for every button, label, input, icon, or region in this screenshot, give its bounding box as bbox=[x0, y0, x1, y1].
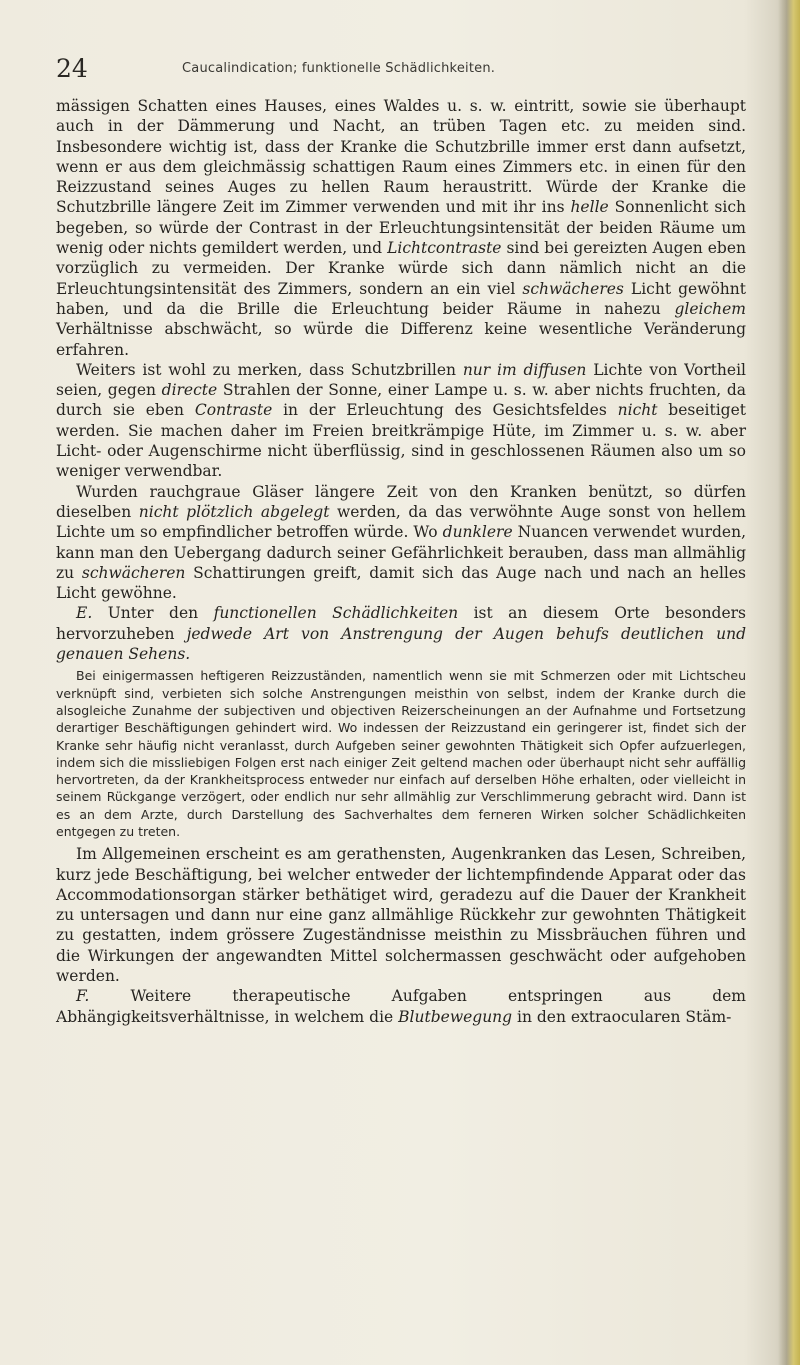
paragraph bbox=[56, 482, 746, 604]
emphasis-text: nicht plötzlich abgelegt bbox=[138, 502, 330, 521]
text-run: mässigen Schatten eines Hauses, eines Waldes u. s. w. eintritt, sowie sie überhaupt auch in der Dämmerung und Nacht, an trüben Tagen etc. zu meiden sind. Insbesondere wichtig ist, dass der Kranke die Schutzbrille immer erst dann aufsetzt, wenn er aus dem gleichmässig schattigen Raum eines Zimmers etc. in einen für den Reizzustand seines Auges zu hellen Raum heraustritt. Würde der Kranke die Schutzbrille längere Zeit im Zimmer verwenden und mit ihr ins bbox=[56, 97, 746, 217]
emphasis-text: jedwede Art von Anstrengung der Augen behufs deutlichen und genauen Sehens. bbox=[56, 624, 746, 664]
emphasis-text: E. bbox=[76, 604, 93, 623]
paragraph bbox=[56, 844, 746, 986]
emphasis-text: nicht bbox=[617, 401, 658, 420]
body-text bbox=[56, 96, 746, 1027]
text-run: in der Erleuchtung des Gesichtsfeldes bbox=[272, 401, 618, 420]
page-number: 24 bbox=[56, 54, 88, 83]
text-run: Weiters ist wohl zu merken, dass Schutzbrillen bbox=[76, 360, 463, 379]
page-edge-shadow bbox=[778, 0, 800, 1365]
paragraph-section-e bbox=[56, 603, 746, 664]
text-run: Im Allgemeinen erscheint es am gerathensten, Augenkranken das Lesen, Schreiben, kurz jede Beschäftigung, bei welcher entweder der lichtempfindende Apparat oder das Accommodationsorgan stärker bethätiget wird, geradezu auf die Dauer der Krankheit zu untersagen und dann nur eine ganz allmählige Rückkehr zur gewohnten Thätigkeit zu gestatten, indem grössere Zugeständnisse meisthin zu Missbräuchen führen und die Wirkungen der angewandten Mittel solchermassen geschwächt oder aufgehoben werden. bbox=[56, 845, 746, 986]
paragraph bbox=[56, 360, 746, 482]
emphasis-text: functionellen Schädlichkeiten bbox=[213, 604, 459, 623]
emphasis-text: Lichtcontraste bbox=[387, 239, 502, 258]
text-run: Lichte von Vortheil seien, gegen bbox=[56, 360, 746, 400]
text-run: beseitiget werden. Sie machen daher im Freien breitkrämpige Hüte, im Zimmer u. s. w. aber Licht- oder Augenschirme nicht überflüssig, sind in geschlossenen Räumen also um so weniger verwendbar. bbox=[56, 401, 746, 481]
text-run: Schattirungen greift, damit sich das Auge nach und nach an helles Licht gewöhne. bbox=[56, 563, 746, 603]
text-run: ist an diesem Orte besonders hervorzuheben bbox=[56, 604, 747, 643]
emphasis-text: nur im diffusen bbox=[462, 360, 587, 379]
emphasis-text: F. bbox=[76, 987, 90, 1006]
text-run: Wurden rauchgraue Gläser längere Zeit von den Kranken benützt, so dürfen dieselben bbox=[56, 482, 746, 521]
text-run: Sonnenlicht sich begeben, so würde der Contrast in der Erleuchtungsintensität der beiden Räume um wenig oder nichts gemildert werden, und bbox=[56, 198, 746, 258]
emphasis-text: helle bbox=[570, 198, 609, 217]
page-header bbox=[56, 54, 746, 84]
emphasis-text: Contraste bbox=[194, 401, 273, 420]
paragraph-section-f bbox=[56, 986, 746, 1027]
emphasis-text: Blutbewegung bbox=[398, 1007, 513, 1026]
text-run: Weitere therapeutische Aufgaben entspringen aus dem Abhängigkeitsverhältnisse, in welchem die bbox=[56, 987, 746, 1026]
text-run: Nuancen verwendet wurden, kann man den Uebergang dadurch seiner Gefährlichkeit berauben, dass man allmählig zu bbox=[56, 523, 747, 582]
text-run: Licht gewöhnt haben, und da die Brille die Erleuchtung beider Räume in nahezu bbox=[56, 279, 746, 318]
emphasis-text: schwächeren bbox=[81, 563, 186, 582]
emphasis-text: schwächeres bbox=[522, 279, 624, 298]
text-run: in den extraocularen Stäm- bbox=[512, 1007, 732, 1026]
text-run: Strahlen der Sonne, einer Lampe u. s. w. aber nichts fruchten, da durch sie eben bbox=[56, 381, 746, 420]
small-print-paragraph: Bei einigermassen heftigeren Reizzuständen, namentlich wenn sie mit Schmerzen oder mit Lichtscheu verknüpft sind, verbieten sich solche Anstrengungen meisthin von selbst, indem der Kranke durch die alsogleiche Zunahme der subjectiven und objectiven Reizerscheinungen an der Aufnahme und Fortsetzung derartiger Beschäftigungen gehindert wird. Wo indessen der Reizzustand ein geringerer ist, findet sich der Kranke sehr häufig nicht veranlasst, durch Aufgeben seiner gewohnten Thätigkeit sich Opfer aufzuerlegen, indem sich die missliebigen Folgen erst nach einiger Zeit geltend machen oder überhaupt nicht sehr auffällig hervortreten, da der Krankheitsprocess entweder nur einfach auf derselben Höhe erhalten, oder vielleicht in seinem Rückgange verzögert, oder endlich nur sehr allmählig zur Verschlimmerung gebracht wird. Dann ist es an dem Arzte, durch Darstellung des Sachverhaltes dem ferneren Wirken solcher Schädlichkeiten entgegen zu treten. bbox=[56, 668, 746, 839]
text-run: Unter den bbox=[92, 604, 214, 623]
running-head: Caucalindication; funktionelle Schädlichkeiten. bbox=[182, 61, 496, 76]
paragraph bbox=[56, 96, 746, 360]
text-run: werden, da das verwöhnte Auge sonst von hellem Lichte um so empfindlicher betroffen würde. Wo bbox=[56, 502, 746, 542]
emphasis-text: dunklere bbox=[442, 523, 513, 542]
text-run: sind bei gereizten Augen eben vorzüglich zu vermeiden. Der Kranke würde sich dann nämlich nicht an die Erleuchtungsintensität des Zimmers, sondern an ein viel bbox=[56, 239, 747, 298]
emphasis-text: gleichem bbox=[674, 299, 746, 318]
emphasis-text: directe bbox=[161, 381, 218, 400]
text-run: Verhältnisse abschwächt, so würde die Differenz keine wesentliche Veränderung erfahren. bbox=[56, 320, 746, 359]
